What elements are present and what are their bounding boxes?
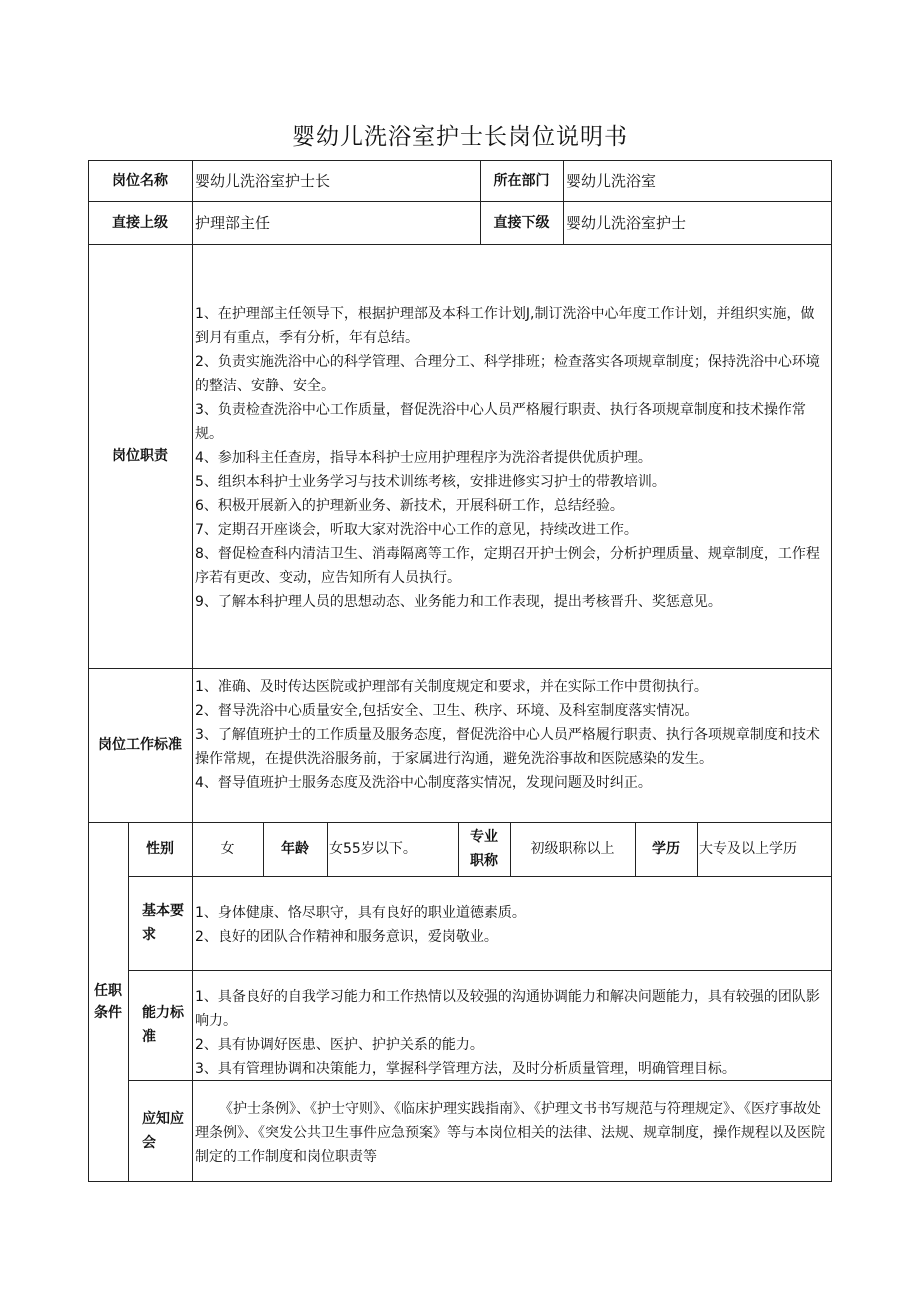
label-basic-requirements: 基本要求 [142, 903, 184, 943]
standard-item: 1、准确、及时传达医院或护理部有关制度规定和要求，并在实际工作中贯彻执行。 [195, 679, 708, 695]
basic-item: 1、身体健康、恪尽职守，具有良好的职业道德素质。 [195, 905, 526, 921]
label-professional-title: 专业职称 [470, 829, 498, 869]
basic-requirements-list [192, 901, 832, 961]
standard-item: 2、督导洗浴中心质量安全,包括安全、卫生、秩序、环境、及科室制度落实情况。 [195, 703, 699, 719]
label-gender: 性别 [146, 841, 174, 857]
required-knowledge-text: 《护士条例》、《护士守则》、《临床护理实践指南》、《护理文书书写规范与符理规定》、《医疗事故处理条例》、《突发公共卫生事件应急预案》等与本岗位相关的法律、法规、规章制度，操作规程以及医院制定的工作制度和岗位职责等 [195, 1101, 825, 1165]
duties-list [192, 302, 832, 662]
row-divider [88, 668, 832, 669]
label-education: 学历 [652, 841, 680, 857]
ability-item: 3、具有管理协调和决策能力，掌握科学管理方法，及时分析质量管理，明确管理目标。 [195, 1061, 736, 1077]
value-job-name: 婴幼儿洗浴室护士长 [195, 171, 331, 190]
duty-item: 4、参加科主任查房，指导本科护士应用护理程序为洗浴者提供优质护理。 [195, 450, 652, 466]
label-duties: 岗位职责 [112, 448, 168, 464]
value-professional-title: 初级职称以上 [530, 841, 615, 857]
label-qualifications: 任职条件 [94, 983, 122, 1021]
row-divider [128, 970, 832, 971]
value-gender: 女 [220, 841, 235, 857]
duty-item: 6、积极开展新入的护理新业务、新技术，开展科研工作，总结经验。 [195, 498, 624, 514]
standard-item: 4、督导值班护士服务态度及洗浴中心制度落实情况，发现问题及时纠正。 [195, 775, 652, 791]
label-required-knowledge: 应知应会 [142, 1111, 184, 1151]
label-direct-superior: 直接上级 [112, 214, 168, 231]
duty-item: 9、了解本科护理人员的思想动态、业务能力和工作表现，提出考核晋升、奖惩意见。 [195, 594, 722, 610]
value-age: 女55岁以下。 [329, 841, 417, 857]
value-direct-superior: 护理部主任 [195, 213, 271, 232]
standards-list [192, 675, 832, 815]
standard-item: 3、了解值班护士的工作质量及服务态度，督促洗浴中心人员严格履行职责、执行各项规章制度和技术操作常规，在提供洗浴服务前，于家属进行沟通，避免洗浴事故和医院感染的发生。 [195, 727, 820, 767]
row-divider [128, 876, 832, 877]
label-department: 所在部门 [493, 172, 550, 189]
value-direct-subordinate: 婴幼儿洗浴室护士 [566, 213, 687, 232]
label-age: 年龄 [281, 841, 309, 857]
row-divider [88, 244, 832, 245]
ability-list [192, 985, 832, 1075]
col-divider [327, 822, 328, 876]
duty-item: 2、负责实施洗浴中心的科学管理、合理分工、科学排班；检查落实各项规章制度；保持洗浴中心环境的整洁、安静、安全。 [195, 354, 820, 394]
label-work-standards: 岗位工作标准 [98, 737, 182, 753]
ability-item: 1、具备良好的自我学习能力和工作热情以及较强的沟通协调能力和解决问题能力，具有较强的团队影响力。 [195, 989, 820, 1029]
basic-item: 2、良好的团队合作精神和服务意识，爱岗敬业。 [195, 929, 498, 945]
document-title: 婴幼儿洗浴室护士长岗位说明书 [292, 124, 628, 150]
label-ability-standards: 能力标准 [142, 1005, 184, 1045]
label-job-name: 岗位名称 [112, 172, 168, 189]
col-divider [563, 160, 564, 244]
duty-item: 8、督促检查科内清洁卫生、消毒隔离等工作，定期召开护士例会，分析护理质量、规章制度，工作程序若有更改、变动，应告知所有人员执行。 [195, 546, 820, 586]
label-direct-subordinate: 直接下级 [493, 214, 550, 231]
value-department: 婴幼儿洗浴室 [566, 171, 657, 190]
duty-item: 7、定期召开座谈会，听取大家对洗浴中心工作的意见，持续改进工作。 [195, 522, 638, 538]
ability-item: 2、具有协调好医患、医护、护护关系的能力。 [195, 1037, 484, 1053]
duty-item: 1、在护理部主任领导下，根据护理部及本科工作计划J,制订洗浴中心年度工作计划，并组织实施，做到月有重点，季有分析，年有总结。 [195, 306, 815, 346]
col-divider [697, 822, 698, 876]
duty-item: 3、负责检查洗浴中心工作质量，督促洗浴中心人员严格履行职责、执行各项规章制度和技术操作常规。 [195, 402, 806, 442]
duty-item: 5、组织本科护士业务学习与技术训练考核，安排进修实习护士的带教培训。 [195, 474, 666, 490]
value-education: 大专及以上学历 [699, 841, 797, 857]
